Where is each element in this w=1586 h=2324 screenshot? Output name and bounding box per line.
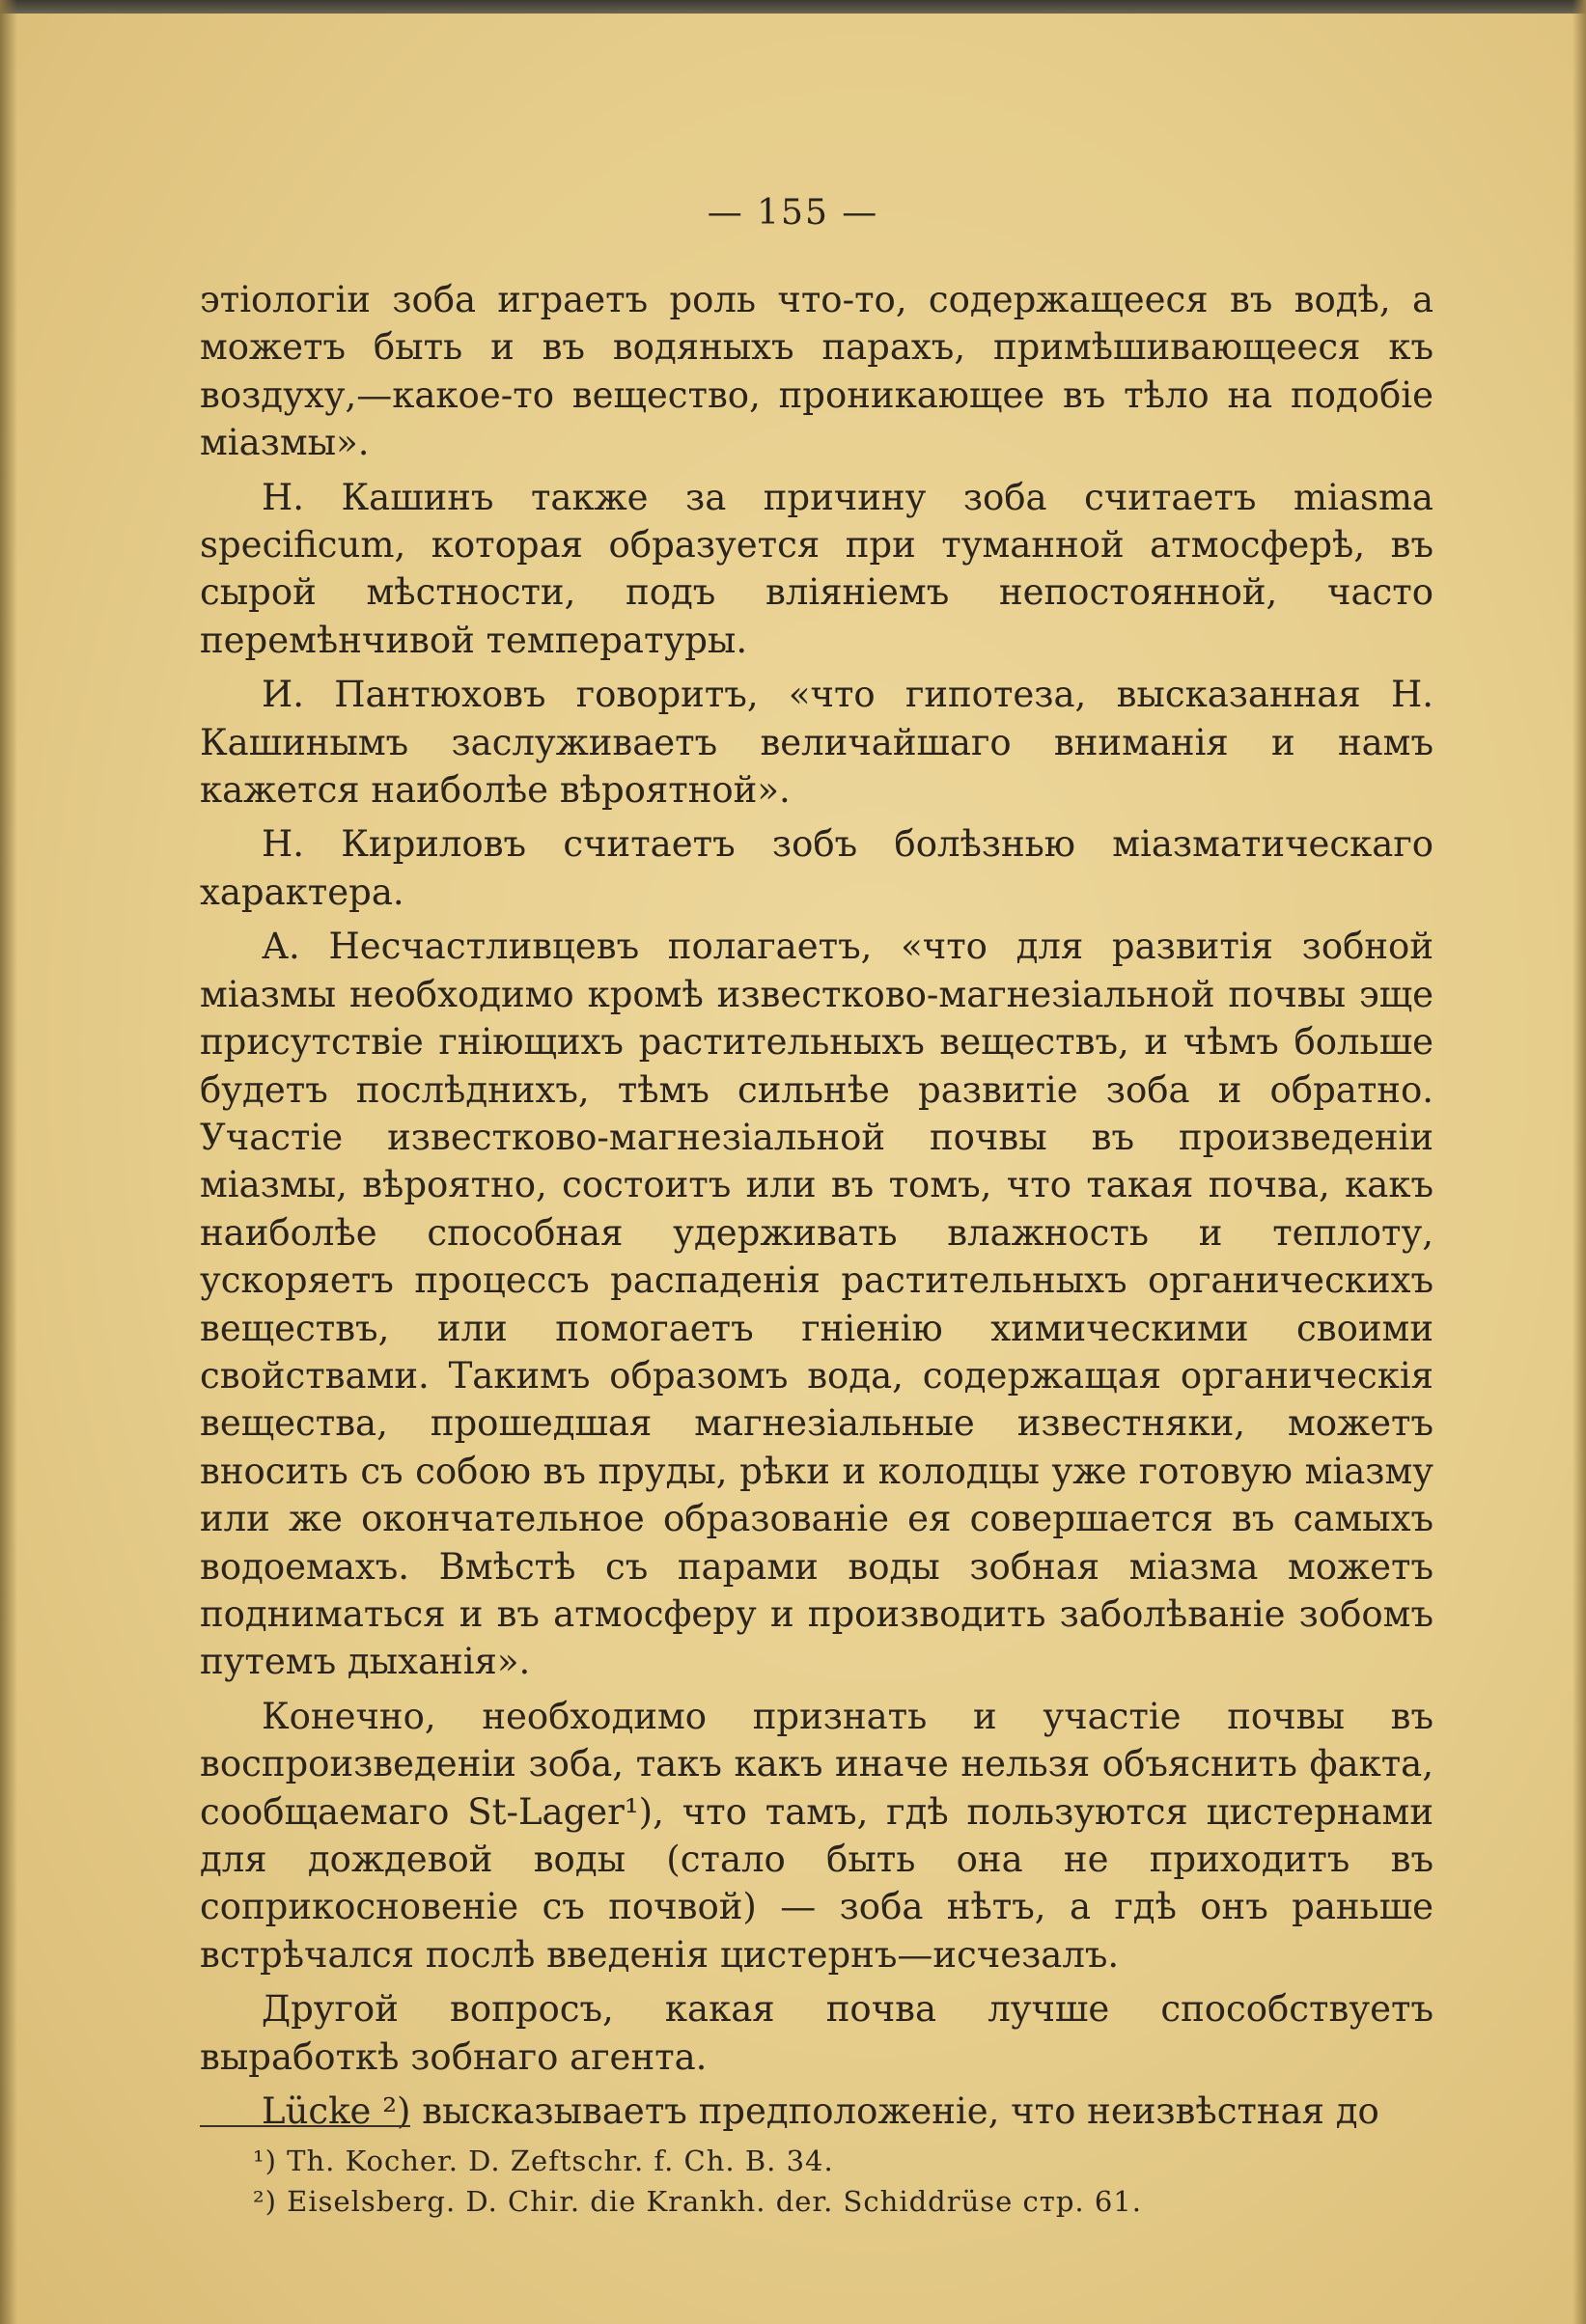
paragraph: этіологіи зоба играетъ роль что-то, содержащееся въ водѣ, а можетъ быть и въ водяныхъ парахъ, примѣшивающееся къ воздуху,—какое-то вещество, проникающее въ тѣло на подобіе міазмы». [200,279,1433,464]
page-right-edge [1572,0,1586,2324]
footnote: ¹) Th. Kocher. D. Zeftschr. f. Ch. B. 34. [253,2144,834,2177]
page-top-edge [0,0,1586,14]
body-text [200,276,1433,2142]
page-left-edge [0,0,17,2324]
paragraph: Н. Кириловъ считаетъ зобъ болѣзнью міазматическаго характера. [200,823,1433,913]
footnote: ²) Eiselsberg. D. Chir. die Krankh. der. Schiddrüse стр. 61. [253,2185,1142,2218]
paragraph: Конечно, необходимо признать и участіе почвы въ воспроизведеніи зоба, такъ какъ иначе нельзя объяснить факта, сообщаемаго St-Lager¹), что тамъ, гдѣ пользуются цистернами для дождевой воды (стало быть она не приходитъ въ соприкосновеніе съ почвой) — зоба нѣтъ, а гдѣ онъ раньше встрѣчался послѣ введенія цистернъ—исчезалъ. [200,1695,1433,1976]
paragraph: Н. Кашинъ также за причину зоба считаетъ miasma specificum, которая образуется при туманной атмосферѣ, въ сырой мѣстности, подъ вліяніемъ непостоянной, часто перемѣнчивой температуры. [200,476,1433,661]
footnote-divider [200,2125,410,2127]
footnotes [253,2141,1315,2222]
paragraph: Lücke ²) высказываетъ предположеніе, что неизвѣстная до [262,2090,1379,2133]
paragraph: И. Пантюховъ говоритъ, «что гипотеза, высказанная Н. Кашинымъ заслуживаетъ величайшаго вниманія и намъ кажется наиболѣе вѣроятной». [200,674,1433,812]
paragraph: А. Несчастливцевъ полагаетъ, «что для развитія зобной міазмы необходимо кромѣ известково-магнезіальной почвы эще присутствіе гніющихъ растительныхъ веществъ, и чѣмъ больше будетъ послѣднихъ, тѣмъ сильнѣе развитіе зоба и обратно. Участіе известково-магнезіальной почвы въ произведеніи міазмы, вѣроятно, состоитъ или въ томъ, что такая почва, какъ наиболѣе способная удерживать влажность и теплоту, ускоряетъ процессъ распаденія растительныхъ органическихъ веществъ, или помогаетъ гніенію химическими своими свойствами. Такимъ образомъ вода, содержащая органическія вещества, прошедшая магнезіальные известняки, можетъ вносить съ собою въ пруды, рѣки и колодцы уже готовую міазму или же окончательное образованіе ея совершается въ самыхъ водоемахъ. Вмѣстѣ съ парами воды зобная міазма можетъ подниматься и въ атмосферу и производить заболѣваніе зобомъ путемъ дыханія». [200,926,1433,1683]
paragraph: Другой вопросъ, какая почва лучше способствуетъ выработкѣ зобнаго агента. [200,1988,1433,2078]
page-number: — 155 — [707,193,879,233]
